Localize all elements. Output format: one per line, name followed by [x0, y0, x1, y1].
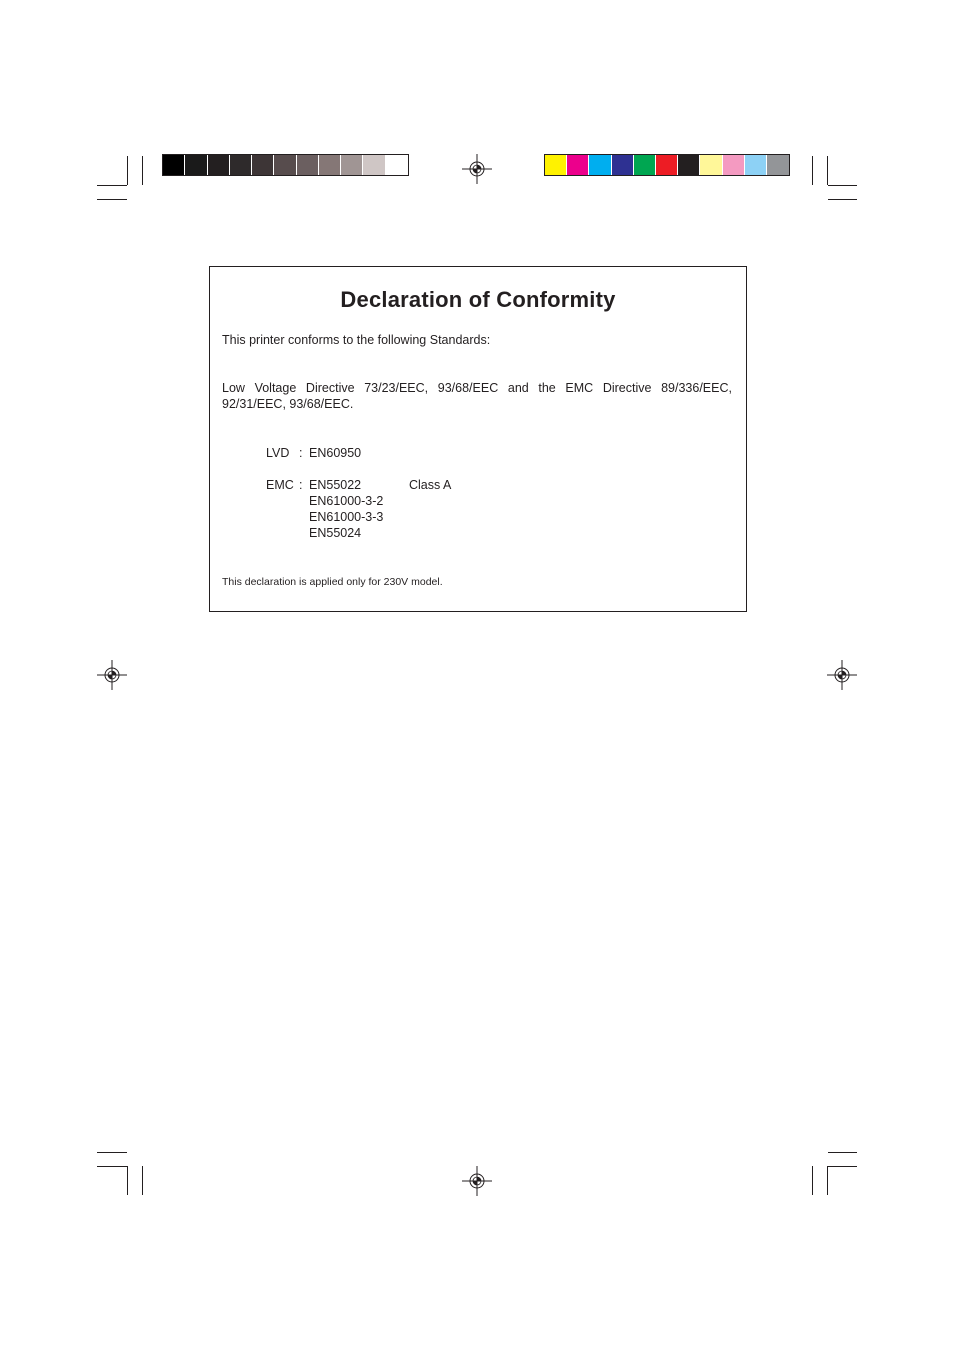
color-swatch: [745, 155, 767, 175]
intro-text: This printer conforms to the following Standards:: [222, 333, 491, 347]
color-swatch: [656, 155, 678, 175]
gray-scale-bar: [162, 154, 409, 176]
directive-text: Low Voltage Directive 73/23/EEC, 93/68/EEC and the EMC Directive 89/336/EEC, 92/31/EEC, 93/68/EEC.: [222, 381, 732, 411]
page-title: Declaration of Conformity: [340, 287, 616, 312]
color-swatch: [723, 155, 745, 175]
emc-label: EMC: [266, 478, 294, 492]
gray-swatch: [230, 155, 252, 175]
color-bar: [544, 154, 790, 176]
color-swatch: [567, 155, 589, 175]
gray-swatch: [363, 155, 385, 175]
color-swatch: [589, 155, 611, 175]
registration-mark-icon: [462, 154, 492, 184]
color-swatch: [612, 155, 634, 175]
emc-class: Class A: [409, 478, 452, 492]
color-swatch: [678, 155, 700, 175]
gray-swatch: [185, 155, 207, 175]
lvd-separator: :: [299, 446, 303, 460]
gray-swatch: [252, 155, 274, 175]
color-swatch: [700, 155, 722, 175]
gray-swatch: [163, 155, 185, 175]
emc-separator: :: [299, 478, 303, 492]
gray-swatch: [319, 155, 341, 175]
color-swatch: [634, 155, 656, 175]
gray-swatch: [274, 155, 296, 175]
declaration-box: [209, 266, 747, 612]
gray-swatch: [341, 155, 363, 175]
emc-standard: EN61000-3-3: [309, 510, 384, 524]
color-swatch: [545, 155, 567, 175]
registration-mark-icon: [827, 660, 857, 690]
gray-swatch: [208, 155, 230, 175]
footnote-text: This declaration is applied only for 230V model.: [222, 576, 443, 588]
gray-swatch: [297, 155, 319, 175]
registration-mark-icon: [97, 660, 127, 690]
emc-standard: EN55024: [309, 526, 362, 540]
emc-standard: EN61000-3-2: [309, 494, 384, 508]
lvd-standard: EN60950: [309, 446, 362, 460]
lvd-label: LVD: [266, 446, 290, 460]
gray-swatch: [386, 155, 408, 175]
emc-standard: EN55022: [309, 478, 362, 492]
registration-mark-icon: [462, 1166, 492, 1196]
color-swatch: [767, 155, 789, 175]
